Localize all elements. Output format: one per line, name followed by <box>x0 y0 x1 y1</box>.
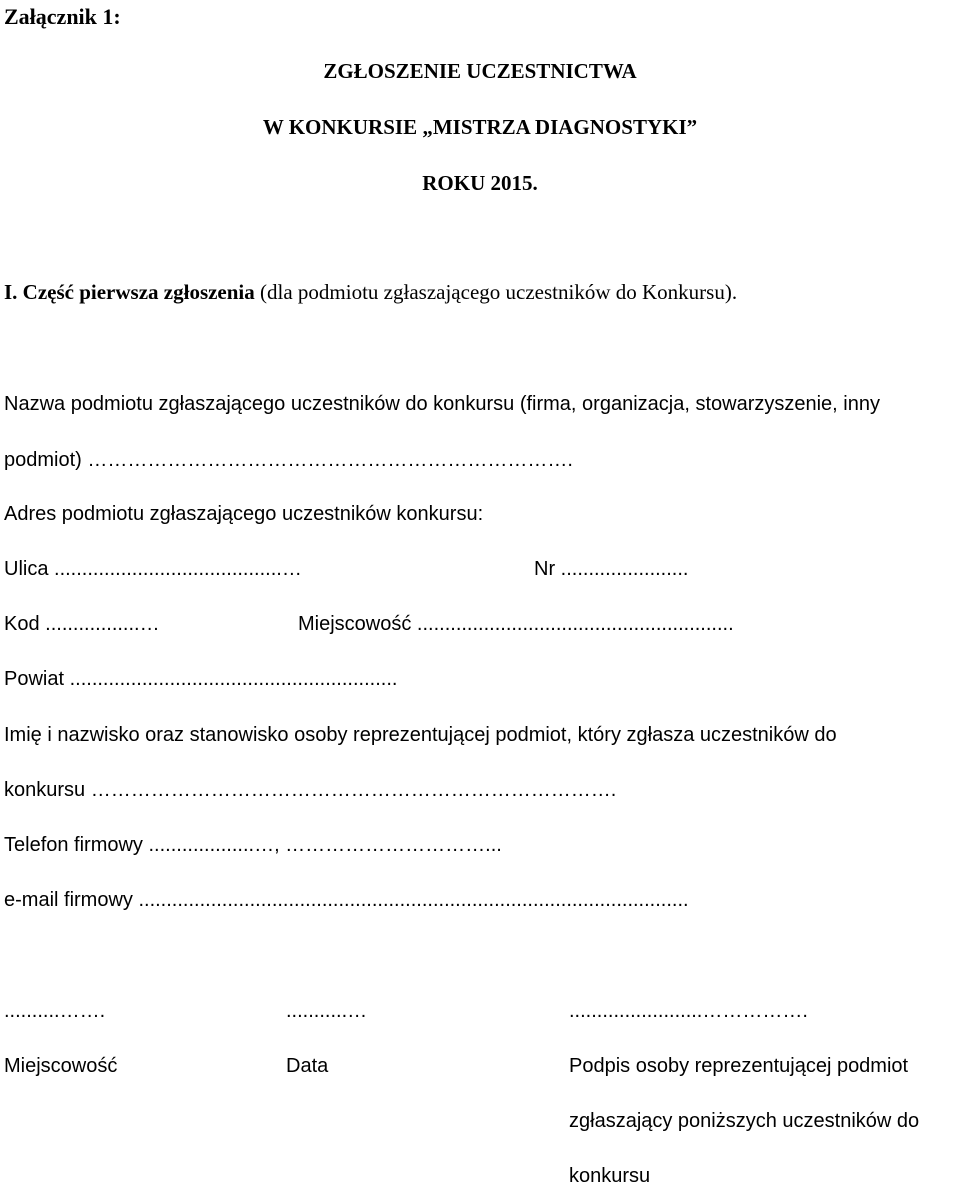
entity-name-field[interactable]: podmiot) ………………………………………………………………. <box>4 449 573 471</box>
postal-code-field[interactable]: Kod .................… <box>4 613 160 635</box>
date-label: Data <box>286 1055 329 1077</box>
street-field[interactable]: Ulica .........................................… <box>4 558 302 580</box>
phone-field[interactable]: Telefon firmowy ...................…, …………………………... <box>4 834 502 856</box>
form-title-line-3: ROKU 2015. <box>422 171 538 195</box>
signature-label-line-3: konkursu <box>569 1165 651 1187</box>
city-field[interactable]: Miejscowość ......................................................... <box>298 613 734 635</box>
entity-name-label-line-1: Nazwa podmiotu zgłaszającego uczestników do konkursu (firma, organizacja, stowarzyszenie, inny <box>4 393 880 415</box>
representative-field[interactable]: konkursu ……………………………………………………………………. <box>4 779 617 801</box>
date-dots[interactable]: ...........… <box>286 1000 368 1022</box>
email-field[interactable]: e-mail firmowy ................................................................................................... <box>4 889 689 911</box>
signature-dots[interactable]: ........................……………. <box>569 1000 808 1022</box>
signature-label-line-1: Podpis osoby reprezentującej podmiot <box>569 1055 909 1077</box>
section-heading-rest: (dla podmiotu zgłaszającego uczestników do Konkursu). <box>254 280 738 304</box>
section-heading-bold: I. Część pierwsza zgłoszenia <box>4 280 255 304</box>
number-field[interactable]: Nr ....................... <box>534 558 689 580</box>
section-heading <box>4 279 737 305</box>
annex-label: Załącznik 1: <box>4 4 121 29</box>
address-label: Adres podmiotu zgłaszającego uczestników konkursu: <box>4 503 484 525</box>
representative-label: Imię i nazwisko oraz stanowisko osoby reprezentującej podmiot, który zgłasza uczestników do <box>4 724 837 746</box>
county-field[interactable]: Powiat ........................................................... <box>4 668 398 690</box>
place-dots[interactable]: ..........……. <box>4 1000 106 1022</box>
signature-label-line-2: zgłaszający poniższych uczestników do <box>569 1110 920 1132</box>
form-title-line-1: ZGŁOSZENIE UCZESTNICTWA <box>323 59 637 83</box>
place-label: Miejscowość <box>4 1055 118 1077</box>
form-title-line-2: W KONKURSIE „MISTRZA DIAGNOSTYKI” <box>262 115 698 139</box>
